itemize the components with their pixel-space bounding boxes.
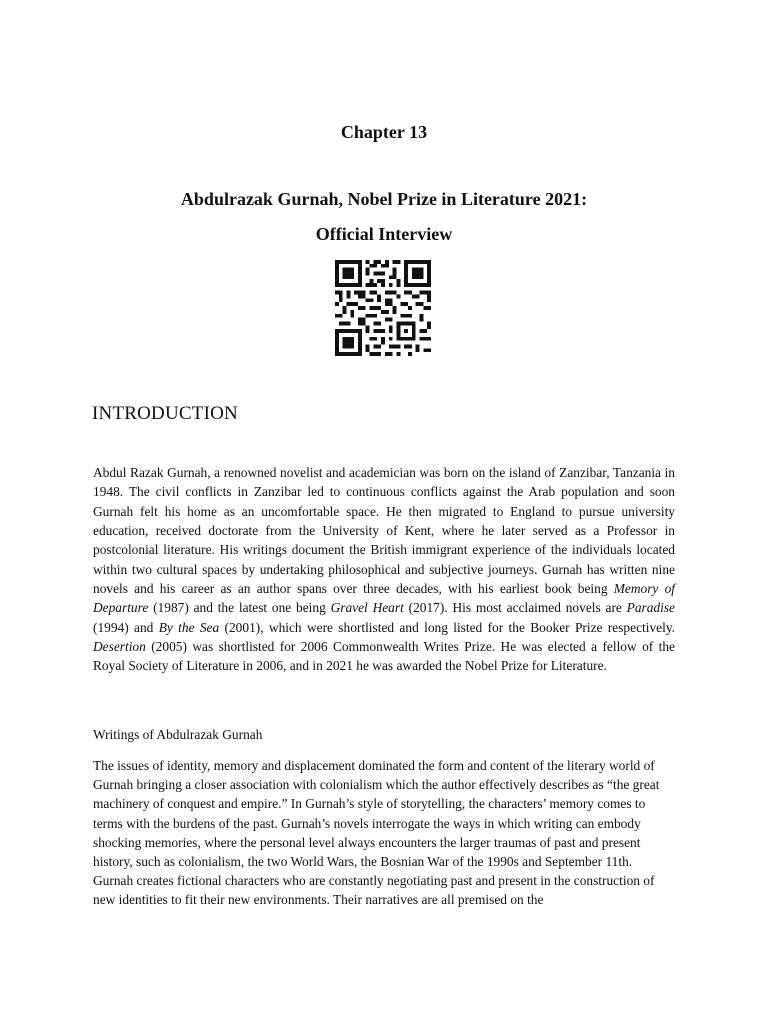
introduction-paragraph bbox=[93, 463, 675, 676]
chapter-subtitle: Official Interview bbox=[315, 224, 453, 244]
intro-text-2: (1987) and the latest one being bbox=[148, 600, 331, 616]
writings-paragraph: The issues of identity, memory and displacement dominated the form and content of the literary world of Gurnah bringing a closer association with colonialism which the author effectively describes as “the great machinery of conquest and empire.” In Gurnah’s style of storytelling, the characters’ memory comes to terms with the burdens of the past. Gurnah’s novels interrogate the ways in which writing can embody shocking memories, where the personal level always encounters the larger traumas of past and present history, such as colonialism, the two World Wars, the Bosnian War of the 1990s and September 11th. Gurnah creates fictional characters who are constantly negotiating past and present in the construction of new identities to fit their new environments. Their narratives are all premised on the bbox=[93, 758, 660, 908]
book-title-gravel-heart: Gravel Heart bbox=[330, 600, 404, 616]
intro-text-4: (1994) and bbox=[93, 619, 159, 635]
writings-heading: Writings of Abdulrazak Gurnah bbox=[93, 727, 263, 742]
book-title-by-the-sea: By the Sea bbox=[158, 619, 220, 635]
intro-text-3: (2017). His most acclaimed novels are bbox=[403, 600, 627, 616]
introduction-heading: INTRODUCTION bbox=[92, 403, 238, 424]
book-title-desertion: Desertion bbox=[93, 639, 146, 655]
book-title-paradise: Paradise bbox=[626, 600, 675, 616]
qr-code-icon bbox=[333, 260, 433, 356]
intro-text-6: (2005) was shortlisted for 2006 Commonwealth Writes Prize. He was elected a fellow of the Royal Society of Literature in 2006, and in 2021 he was awarded the Nobel Prize for Literature. bbox=[93, 639, 675, 674]
chapter-title: Abdulrazak Gurnah, Nobel Prize in Literature 2021: bbox=[180, 189, 588, 209]
chapter-label: Chapter 13 bbox=[340, 122, 428, 142]
intro-text-1: Abdul Razak Gurnah, a renowned novelist and academician was born on the island of Zanzibar, Tanzania in 1948. The civil conflicts in Zanzibar led to continuous conflicts against the Arab population and soon Gurnah felt his home as an uncomfortable space. He then migrated to England to pursue university education, received doctorate from the University of Kent, where he later served as a Professor in postcolonial literature. His writings document the British immigrant experience of the individuals located within two cultural spaces by undertaking philosophical and subjective journeys. Gurnah has written nine novels and his career as an author spans over three decades, with his earliest book being bbox=[93, 465, 675, 597]
intro-text-5: (2001), which were shortlisted and long listed for the Booker Prize respectively. bbox=[219, 619, 675, 635]
book-title-memory-of-departure: Memory of Departure bbox=[93, 581, 675, 616]
